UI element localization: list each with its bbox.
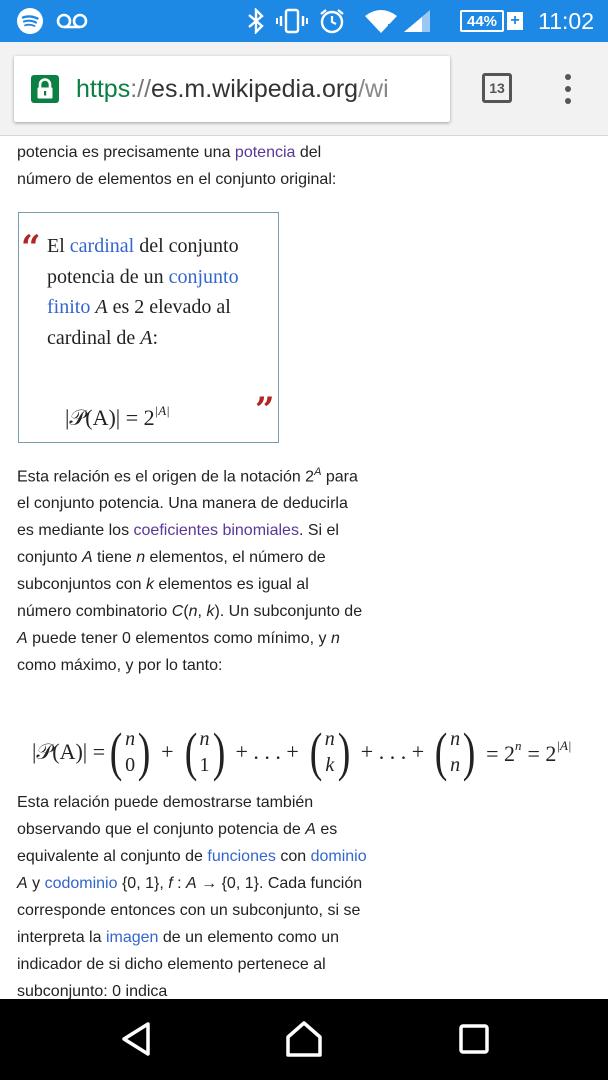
paragraph (17, 789, 367, 999)
open-quote-icon: “ (21, 228, 41, 268)
text: elementos, el número de subconjuntos con (17, 549, 326, 594)
exponent-card-a: |A| (556, 737, 572, 753)
lock-icon[interactable] (30, 74, 60, 104)
signal-icon (402, 0, 432, 42)
text: es 2 elevado al cardinal de (47, 296, 231, 349)
link-dominio[interactable]: dominio (310, 848, 367, 865)
url-scheme: https (76, 74, 131, 103)
math-var: A (186, 875, 197, 892)
binom-upper: n (324, 728, 335, 750)
text: es equivalente al conjunto de (17, 821, 338, 865)
math-var: n (136, 549, 146, 567)
formula-exponent: |A| (154, 403, 170, 418)
quote-text (47, 231, 247, 353)
paragraph (17, 459, 367, 679)
text: potencia es precisamente una (17, 144, 235, 161)
vibrate-icon (276, 0, 308, 42)
text: del conjunto potencia de un (47, 235, 239, 288)
equals-term (528, 738, 572, 767)
navigation-bar (0, 999, 608, 1080)
text: : (152, 326, 159, 349)
text: tiene (92, 549, 137, 567)
binom-lower: 0 (125, 754, 136, 776)
text: ). Un subconjunto de (214, 603, 363, 621)
url-path: /wi (358, 74, 389, 103)
text: para el conjunto potencia. Una manera de deducirla es mediante los (17, 468, 358, 540)
math-var: A (305, 821, 316, 838)
binom-lower: k (325, 754, 335, 776)
tab-switcher-button[interactable]: 13 (482, 73, 512, 103)
math-var: n (188, 603, 198, 621)
math-var: A (17, 630, 28, 648)
recent-apps-icon[interactable] (454, 1019, 494, 1059)
binom-upper: n (125, 728, 136, 750)
math-var: k (206, 603, 215, 621)
battery-icon (460, 0, 523, 42)
plus-operator: + (161, 739, 174, 764)
binom-upper: n (450, 728, 461, 750)
charging-indicator: + (507, 12, 523, 30)
equals-term (486, 738, 521, 767)
equals-two: = 2 (527, 740, 557, 766)
text: con (275, 848, 311, 865)
link-conjunto-finito[interactable]: conjunto finito (47, 265, 239, 318)
menu-icon[interactable] (560, 72, 576, 106)
text: . Si el conjunto (17, 522, 339, 567)
exponent-n: n (515, 737, 522, 753)
link-potencia[interactable]: potencia (234, 144, 296, 161)
superscript: A (314, 466, 322, 478)
link-cardinal[interactable]: cardinal (69, 235, 135, 257)
binomial-n-n: ( n n ) (434, 722, 476, 782)
url-domain: es.m.wikipedia.org (151, 74, 359, 103)
math-var: A (95, 296, 108, 318)
math-var: A (140, 326, 153, 349)
binomial-n-k: ( n k ) (309, 722, 351, 782)
equals-two: = 2 (486, 740, 515, 766)
link-funciones[interactable]: funciones (207, 848, 276, 865)
formula-lhs: |𝒫(A)| = (32, 739, 106, 764)
quote-box (18, 212, 279, 443)
math-var: A (81, 549, 93, 567)
text: El (47, 235, 70, 257)
bluetooth-icon (246, 0, 266, 42)
url-separator: :// (130, 74, 152, 103)
text: elementos es igual al número combinatorio (17, 576, 309, 621)
text: del número de elementos en el conjunto original: (17, 144, 337, 188)
text: Esta relación puede demostrarse también observando que el conjunto potencia de (17, 794, 314, 838)
clock: 11:02 (538, 7, 594, 34)
wifi-icon (364, 0, 398, 42)
article-content[interactable] (0, 137, 608, 999)
link-imagen[interactable]: imagen (105, 929, 159, 946)
address-bar[interactable] (14, 56, 450, 122)
text: , (197, 603, 207, 621)
paragraph (17, 139, 367, 193)
url-text[interactable] (76, 75, 389, 104)
math-var: C (171, 603, 184, 621)
battery-percent: 44% (460, 10, 504, 32)
text: Esta relación es el origen de la notación 2 (17, 468, 315, 486)
math-var: f (168, 875, 173, 892)
text: de un elemento como un indicador de si dicho elemento pertenece al subconjunto: 0 indica (17, 929, 339, 999)
close-quote-icon: ” (255, 390, 275, 430)
quote-formula (65, 403, 170, 431)
spotify-icon (16, 0, 44, 42)
browser-toolbar (0, 42, 608, 136)
text: y (27, 875, 45, 892)
ellipsis-operator: + . . . + (235, 739, 299, 764)
math-var: A (17, 875, 28, 892)
text: como máximo, y por lo tanto: (17, 657, 223, 675)
text: ( (183, 603, 189, 621)
status-bar (0, 0, 608, 42)
binom-upper: n (199, 728, 210, 750)
binom-lower: 1 (199, 754, 210, 776)
voicemail-icon (56, 0, 88, 42)
formula-base: |𝒫(A)| = 2 (65, 405, 155, 430)
link-codominio[interactable]: codominio (44, 875, 118, 892)
alarm-icon (318, 0, 346, 42)
binomial-formula (32, 722, 608, 782)
text: → {0, 1}. Cada función corresponde entonces con un subconjunto, si se interpreta la (17, 875, 363, 946)
binom-lower: n (450, 754, 461, 776)
binomial-n-1: ( n 1 ) (184, 722, 225, 782)
text: {0, 1}, (117, 875, 169, 892)
binomial-n-0: ( n 0 ) (109, 722, 151, 782)
text: : (172, 875, 187, 892)
link-coeficientes-binomiales[interactable]: coeficientes binomiales (133, 522, 299, 540)
math-var: k (145, 576, 154, 594)
home-icon[interactable] (284, 1019, 324, 1059)
math-var: n (330, 630, 340, 648)
ellipsis-operator: + . . . + (360, 739, 425, 764)
text: puede tener 0 elementos como mínimo, y (27, 630, 331, 648)
back-icon[interactable] (116, 1019, 156, 1059)
